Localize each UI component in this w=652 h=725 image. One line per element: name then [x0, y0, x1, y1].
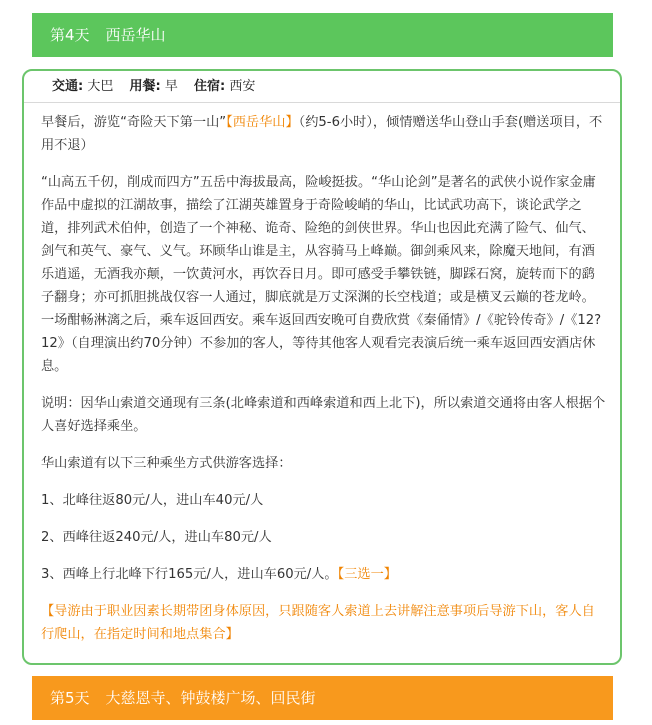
intro-text: 早餐后，游览“奇险天下第一山”: [41, 115, 227, 130]
option-3-text: 3、西峰上行北峰下行165元/人，进山车60元/人。: [41, 567, 338, 582]
day4-number: 第4天: [50, 26, 90, 44]
huashan-highlight: 【西岳华山】: [226, 115, 299, 130]
guide-notice: 【导游由于职业因素长期带团身体原因，只跟随客人索道上去讲解注意事项后导游下山，客人自行爬山，在指定时间和地点集合】: [41, 604, 595, 642]
cableway-option-3: [41, 563, 607, 586]
choose-one-highlight: 【三选一】: [337, 567, 397, 582]
day4-header: [32, 13, 613, 57]
cableway-note: 说明：因华山索道交通现有三条(北峰索道和西峰索道和西上北下)，所以索道交通将由客人根据个人喜好选择乘坐。: [41, 396, 606, 434]
day5-number: 第5天: [50, 689, 90, 707]
day4-itinerary-card: [22, 69, 622, 665]
transport-label: 交通:: [52, 79, 84, 94]
meal-label: 用餐:: [129, 79, 161, 94]
day4-title: 西岳华山: [105, 26, 166, 44]
day4-description: [41, 111, 607, 660]
stay-value: 西安: [229, 79, 256, 94]
cableway-options-intro: 华山索道有以下三种乘坐方式供游客选择：: [41, 456, 292, 471]
meal-value: 早: [164, 79, 178, 94]
day5-header: [32, 676, 613, 720]
cableway-option-2: 2、西峰往返240元/人，进山车80元/人: [41, 530, 272, 545]
transport-value: 大巴: [87, 79, 114, 94]
intro-paragraph: [41, 111, 607, 157]
day5-title: 大慈恩寺、钟鼓楼广场、回民街: [105, 689, 316, 707]
intro-text-cont: （约5-6小时），倾情赠送华山登山手套(赠送项目，不用不退）: [41, 115, 603, 153]
day4-meta-bar: [24, 71, 620, 103]
cableway-option-1: 1、北峰往返80元/人，进山车40元/人: [41, 493, 264, 508]
huashan-description: “山高五千仞，削成而四方”五岳中海拔最高，险峻挺拔。“华山论剑”是著名的武侠小说作家金庸作品中虚拟的江湖故事，描绘了江湖英雄置身于奇险峻峭的华山，比试武功高下，谈论武学之道，排列武术伯仲，创造了一个神秘、诡奇、险绝的剑侠世界。华山也因此充满了险气、仙气、剑气和英气、豪气、义气。环顾华山谁是主，从容骑马上峰巅。御剑乘风来，除魔天地间，有酒乐逍遥，无酒我亦颠，一饮黄河水，再饮吞日月。即可感受手攀铁链，脚踩石窝，旋转而下的鹞子翻身；亦可抓胆挑战仅容一人通过，脚底就是万丈深渊的长空栈道；或是横叉云巅的苍龙岭。一场酣畅淋漓之后，乘车返回西安。乘车返回西安晚可自费欣赏《秦俑情》/《驼铃传奇》/《12?12》（自理演出约70分钟）不参加的客人，等待其他客人观看完表演后统一乘车返回西安酒店休息。: [41, 175, 602, 374]
stay-label: 住宿:: [194, 79, 226, 94]
